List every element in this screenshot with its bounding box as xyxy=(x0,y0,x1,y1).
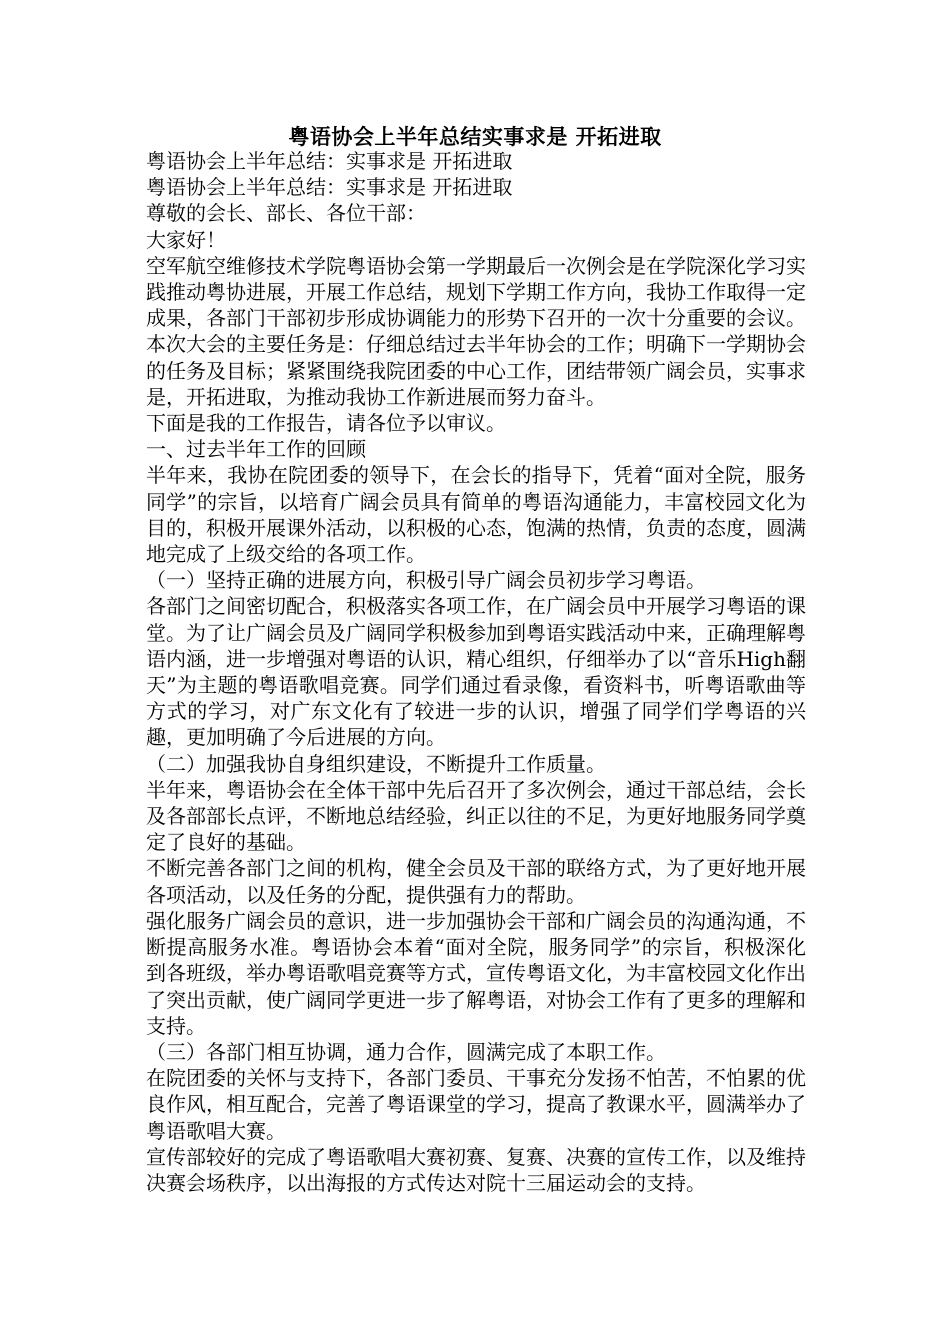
body-paragraph: 下面是我的工作报告，请各位予以审议。 xyxy=(146,411,506,436)
body-paragraph: 强化服务广阔会员的意识，进一步加强协会干部和广阔会员的沟通沟通，不断提高服务水准。粤语协会本着“面对全院，服务同学”的宗旨，积极深化到各班级，举办粤语歌唱竞赛等方式，宣传粤语文化，为丰富校园文化作出了突出贡献，使广阔同学更进一步了解粤语，对协会工作有了更多的理解和支持。 xyxy=(146,908,806,1038)
heading-line: 粤语协会上半年总结：实事求是 开拓进取 xyxy=(146,149,513,173)
heading-line: 粤语协会上半年总结：实事求是 开拓进取 xyxy=(146,175,513,200)
document-title: 粤语协会上半年总结实事求是 开拓进取 xyxy=(288,125,662,149)
body-paragraph: 半年来，粤语协会在全体干部中先后召开了多次例会，通过干部总结，会长及各部部长点评，不断地总结经验，纠正以往的不足，为更好地服务同学奠定了良好的基础。 xyxy=(146,777,806,855)
salutation: 尊敬的会长、部长、各位干部： xyxy=(146,201,426,226)
section-heading: 一、过去半年工作的回顾 xyxy=(146,437,366,462)
document-body xyxy=(146,148,806,1196)
body-paragraph: 宣传部较好的完成了粤语歌唱大赛初赛、复赛、决赛的宣传工作，以及维持决赛会场秩序，以出海报的方式传达对院十三届运动会的支持。 xyxy=(146,1144,806,1195)
greeting: 大家好！ xyxy=(146,227,226,252)
body-paragraph: 不断完善各部门之间的机构，健全会员及干部的联络方式，为了更好地开展各项活动，以及任务的分配，提供强有力的帮助。 xyxy=(146,856,806,907)
body-paragraph: 各部门之间密切配合，积极落实各项工作，在广阔会员中开展学习粤语的课堂。为了让广阔会员及广阔同学积极参加到粤语实践活动中来，正确理解粤语内涵，进一步增强对粤语的认识，精心组织，仔细举办了以“音乐High翻天”为主题的粤语歌唱竞赛。同学们通过看录像，看资料书，听粤语歌曲等方式的学习，对广东文化有了较进一步的认识，增强了同学们学粤语的兴趣，更加明确了今后进展的方向。 xyxy=(146,594,806,750)
body-paragraph: 半年来，我协在院团委的领导下，在会长的指导下，凭着“面对全院，服务同学”的宗旨，以培育广阔会员具有简单的粤语沟通能力，丰富校园文化为目的，积极开展课外活动，以积极的心态，饱满的热情，负责的态度，圆满地完成了上级交给的各项工作。 xyxy=(146,463,806,567)
subsection-heading: （一）坚持正确的进展方向，积极引导广阔会员初步学习粤语。 xyxy=(146,568,706,593)
body-paragraph: 空军航空维修技术学院粤语协会第一学期最后一次例会是在学院深化学习实践推动粤协进展，开展工作总结，规划下学期工作方向，我协工作取得一定成果，各部门干部初步形成协调能力的形势下召开的一次十分重要的会议。本次大会的主要任务是：仔细总结过去半年协会的工作；明确下一学期协会的任务及目标；紧紧围绕我院团委的中心工作，团结带领广阔会员，实事求是，开拓进取，为推动我协工作新进展而努力奋斗。 xyxy=(146,253,806,409)
body-paragraph: 在院团委的关怀与支持下，各部门委员、干事充分发扬不怕苦，不怕累的优良作风，相互配合，完善了粤语课堂的学习，提高了教课水平，圆满举办了粤语歌唱大赛。 xyxy=(146,1066,806,1143)
subsection-heading: （二）加强我协自身组织建设，不断提升工作质量。 xyxy=(146,751,606,776)
subsection-heading: （三）各部门相互协调，通力合作，圆满完成了本职工作。 xyxy=(146,1039,666,1064)
